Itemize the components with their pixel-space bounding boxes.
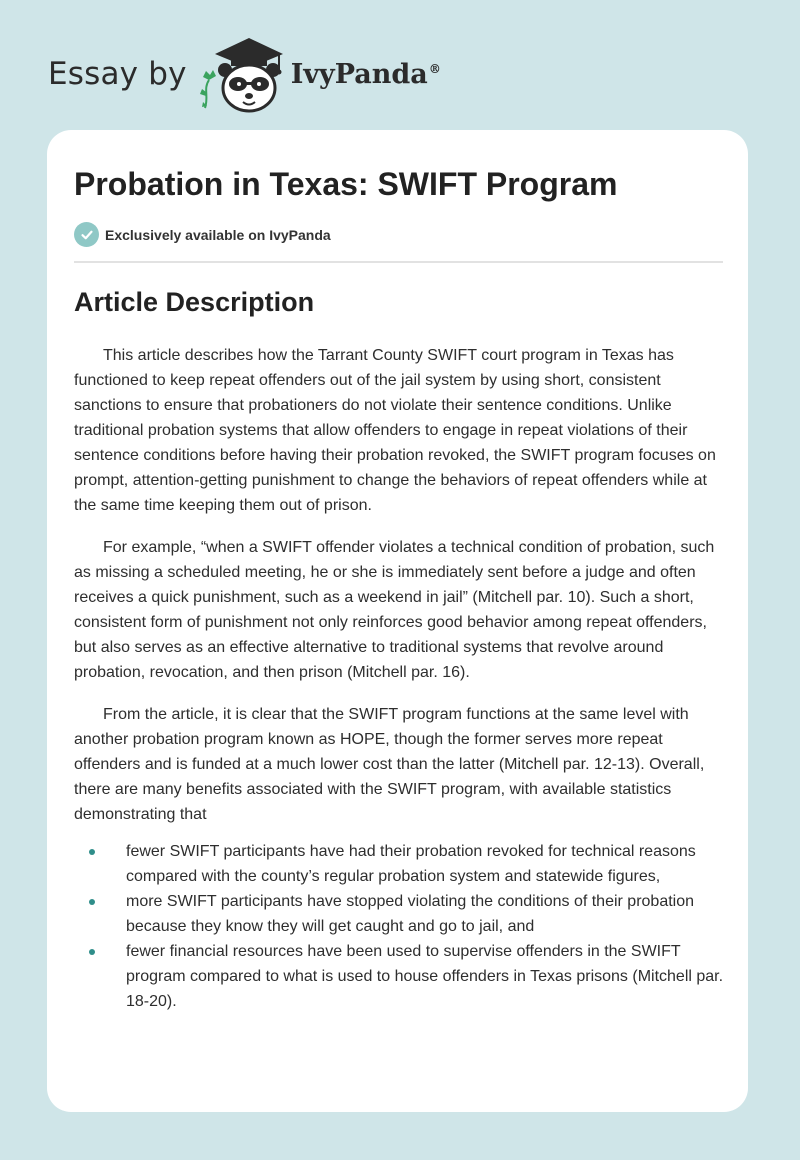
- list-item: more SWIFT participants have stopped violating the conditions of their probation because they know they will get caught and go to jail, and: [74, 889, 724, 939]
- registered-mark: ®: [428, 61, 441, 76]
- exclusive-badge: [74, 222, 331, 247]
- brand-header: [48, 34, 441, 114]
- brand-prefix: Essay by: [48, 56, 187, 92]
- article-body: [74, 343, 724, 1014]
- paragraph: For example, “when a SWIFT offender violates a technical condition of probation, such as missing a scheduled meeting, he or she is immediately sent before a judge and often receives a quick punishment, such as a weekend in jail” (Mitchell par. 10). Such a short, consistent form of punishment not only reinforces good behavior among repeat offenders, but also serves as an effective alternative to traditional systems that revolve around probation, revocation, and then prison (Mitchell par. 16).: [74, 539, 715, 681]
- paragraph: From the article, it is clear that the SWIFT program functions at the same level with another probation program known as HOPE, though the former serves more repeat offenders and is funded at a much lower cost than the latter (Mitchell par. 12-13). Overall, there are many benefits associated with the SWIFT program, with available statistics demonstrating that: [74, 706, 705, 823]
- article-title: Probation in Texas: SWIFT Program: [74, 166, 618, 202]
- panda-graduate-logo-icon: [197, 34, 289, 114]
- header-divider: [74, 261, 723, 263]
- statistics-list: [74, 839, 724, 1014]
- list-item: fewer financial resources have been used to supervise offenders in the SWIFT program compared to what is used to house offenders in Texas prisons (Mitchell par. 18-20).: [74, 939, 724, 1014]
- exclusive-label: Exclusively available on IvyPanda: [105, 226, 331, 243]
- brand-name: IvyPanda®: [290, 58, 441, 90]
- checkmark-badge-icon: [74, 222, 99, 247]
- paragraph: This article describes how the Tarrant County SWIFT court program in Texas has functioned to keep repeat offenders out of the jail system by using short, consistent sanctions to ensure that probationers do not violate their sentence conditions. Unlike traditional probation systems that allow offenders to engage in repeat violations of their sentence conditions before having their probation revoked, the SWIFT program focuses on prompt, attention-getting punishment to change the behaviors of repeat offenders while at the same time keeping them out of prison.: [74, 347, 716, 514]
- article-card: [47, 130, 748, 1112]
- list-item: fewer SWIFT participants have had their probation revoked for technical reasons compared with the county’s regular probation system and statewide figures,: [74, 839, 724, 889]
- section-title: Article Description: [74, 287, 315, 317]
